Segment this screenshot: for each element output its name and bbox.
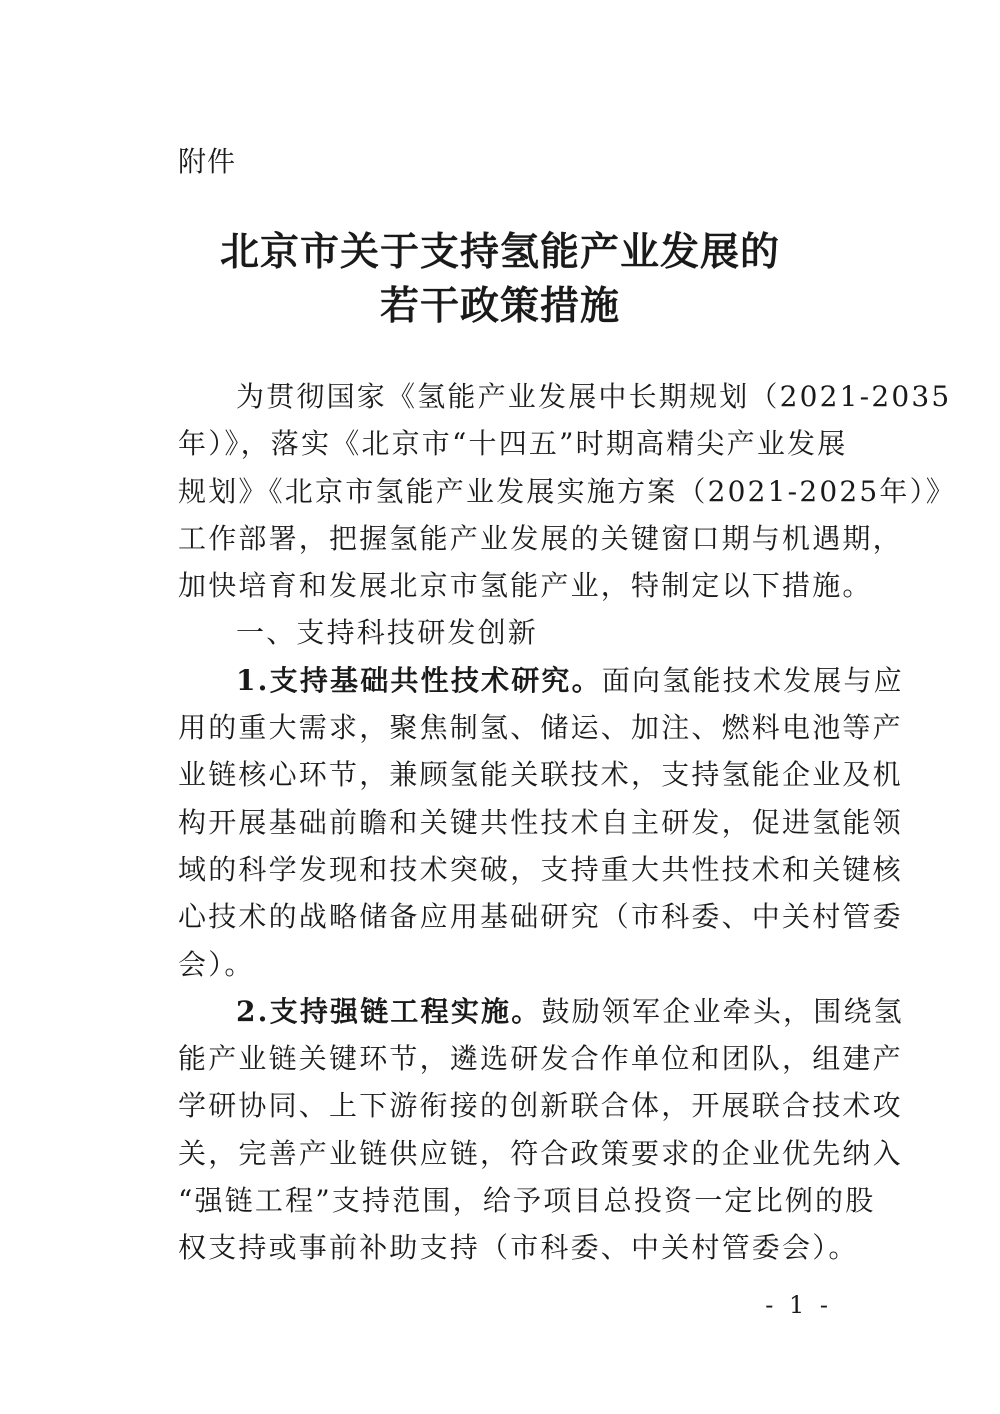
item-1-line: 心技术的战略储备应用基础研究（市科委、中关村管委 <box>178 900 903 934</box>
document-title-line-1: 北京市关于支持氢能产业发展的 <box>219 229 780 275</box>
item-1-first-rest: 面向氢能技术发展与应 <box>601 663 904 697</box>
item-2-line: 权支持或事前补助支持（市科委、中关村管委会）。 <box>178 1231 859 1265</box>
intro-line: 年）》，落实《北京市“十四五”时期高精尖产业发展 <box>178 427 848 461</box>
item-2-lead: 2.支持强链工程实施。 <box>236 994 542 1028</box>
item-2-line: 能产业链关键环节，遴选研发合作单位和团队，组建产 <box>178 1042 903 1076</box>
item-1-line: 构开展基础前瞻和关键共性技术自主研发，促进氢能领 <box>178 805 903 839</box>
attachment-label: 附件 <box>178 145 237 178</box>
intro-line: 工作部署，把握氢能产业发展的关键窗口期与机遇期， <box>178 521 903 555</box>
page-number: - 1 - <box>765 1291 832 1319</box>
item-1-line: 会）。 <box>178 947 255 981</box>
item-1-lead: 1.支持基础共性技术研究。 <box>236 663 602 697</box>
item-2-line: 学研协同、上下游衔接的创新联合体，开展联合技术攻 <box>178 1089 903 1123</box>
item-1-first-line <box>178 662 904 709</box>
item-2-first-line <box>178 993 904 1040</box>
item-2-line: 关，完善产业链供应链，符合政策要求的企业优先纳入 <box>178 1136 903 1170</box>
intro-line: 规划》《北京市氢能产业发展实施方案（2021-2025年）》 <box>178 474 956 508</box>
intro-line: 为贯彻国家《氢能产业发展中长期规划（2021-2035 <box>236 380 952 413</box>
item-2-line: “强链工程”支持范围，给予项目总投资一定比例的股 <box>178 1184 876 1218</box>
item-1-line: 域的科学发现和技术突破，支持重大共性技术和关键核 <box>178 852 903 886</box>
document-title-line-2: 若干政策措施 <box>379 283 620 329</box>
item-1-line: 用的重大需求，聚焦制氢、储运、加注、燃料电池等产 <box>178 711 903 745</box>
item-2-first-rest: 鼓励领军企业牵头，围绕氢 <box>541 994 904 1028</box>
intro-line: 加快培育和发展北京市氢能产业，特制定以下措施。 <box>178 569 873 603</box>
document-body <box>178 378 956 1277</box>
item-1-line: 业链核心环节，兼顾氢能关联技术，支持氢能企业及机 <box>178 758 903 792</box>
section-heading: 一、支持科技研发创新 <box>236 616 539 650</box>
